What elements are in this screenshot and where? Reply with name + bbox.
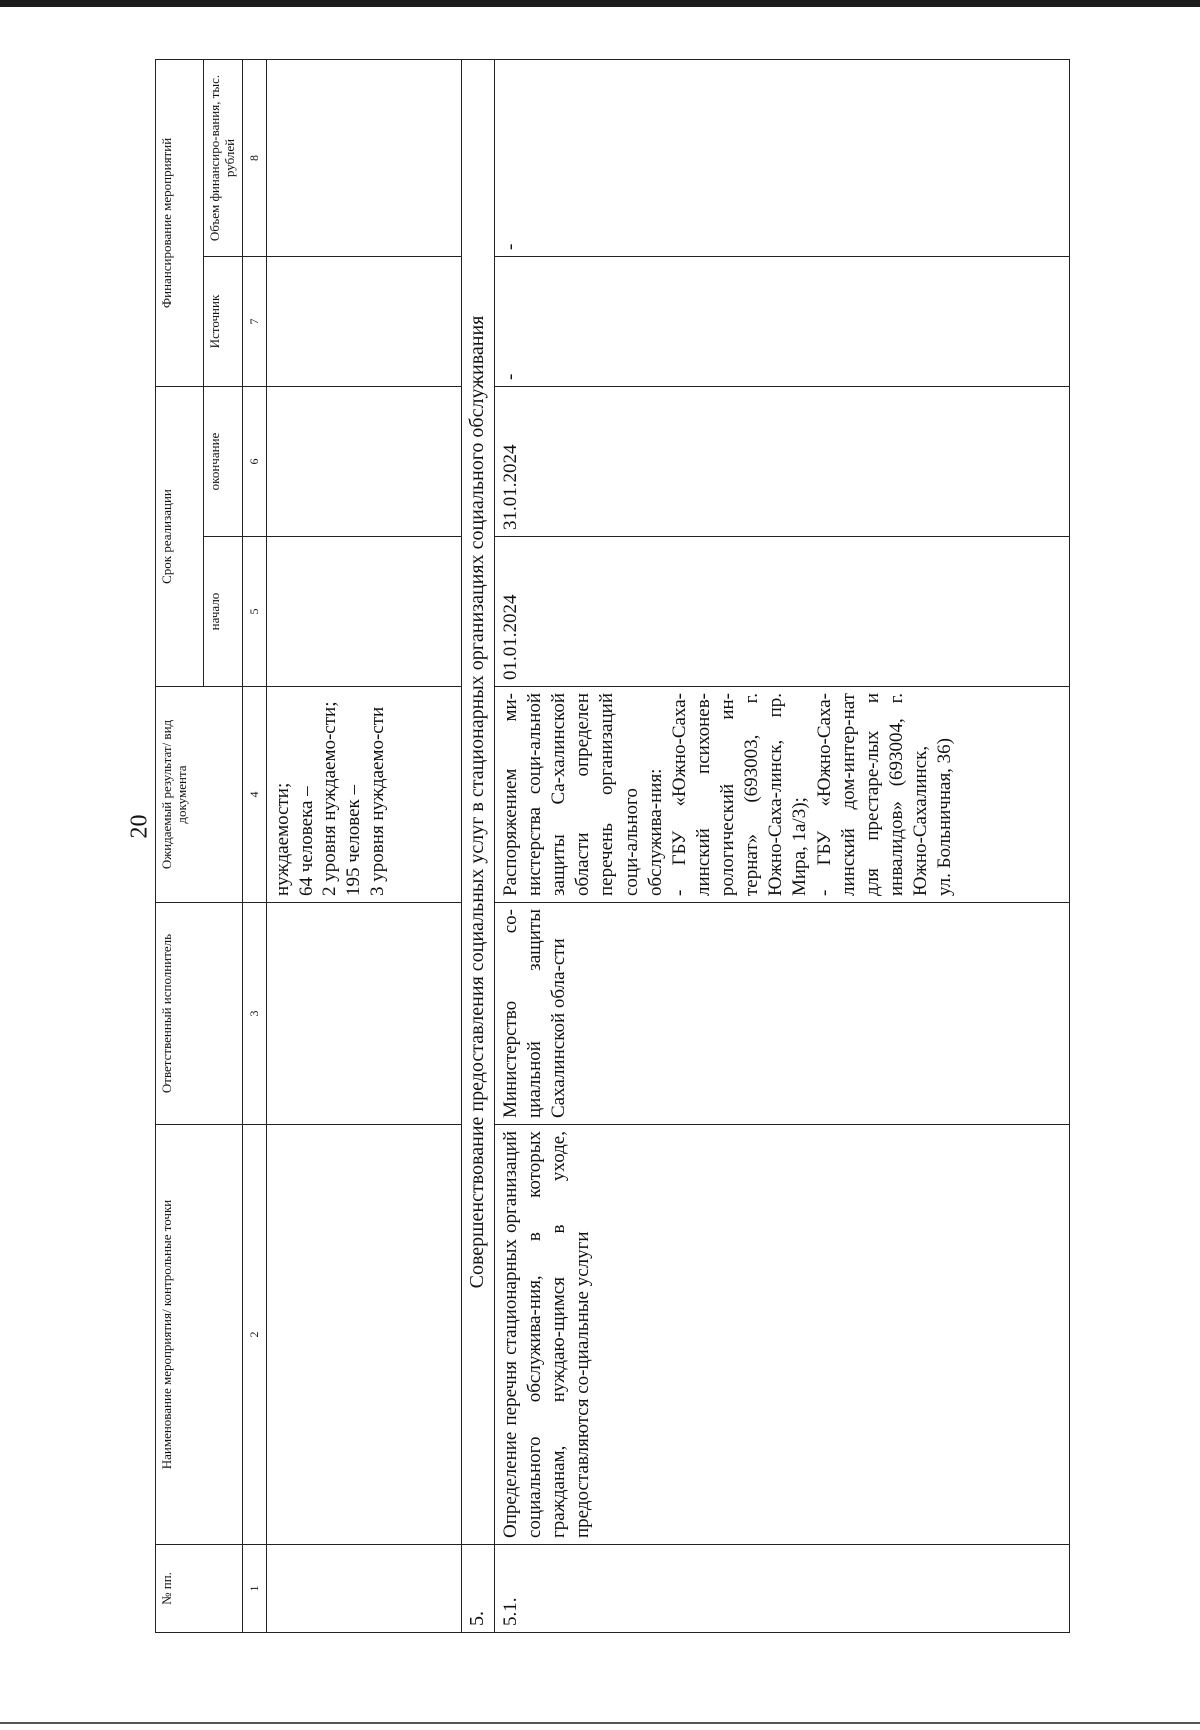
- row-number: 5.1.: [494, 1545, 1069, 1633]
- header-start: начало: [204, 537, 243, 687]
- result-paragraph: Распоряжением ми-нистерства соци-альной защиты Са-халинской области определен перечень организаций соци-ального обслужива-ния:: [499, 693, 666, 896]
- col-number-6: 6: [242, 387, 266, 537]
- row-start-date: 01.01.2024: [494, 537, 1069, 687]
- col-number-8: 8: [242, 59, 266, 256]
- rotated-page: [155, 60, 1070, 1633]
- plan-table: [155, 59, 1070, 1633]
- header-number: № пп.: [156, 1545, 243, 1633]
- header-name: Наименование мероприятия/ контрольные точки: [156, 1125, 243, 1545]
- result-paragraph: - ГБУ «Южно-Саха-линский дом-интер-нат для престаре-лых и инвалидов» (693004, г. Южно-Сахалинск,: [813, 693, 931, 896]
- scan-bottom-edge: [0, 1722, 1200, 1724]
- section-row: [461, 59, 494, 1632]
- result-paragraph: ул. Больничная, 36): [934, 737, 956, 896]
- row-amount: -: [494, 59, 1069, 256]
- row-name: Определение перечня стационарных организаций социального обслужива-ния, в которых гражданам, нуждаю-щимся в уходе, предоставляются со-циальные услуги: [494, 1125, 1069, 1545]
- header-end: окончание: [204, 387, 243, 537]
- col-number-7: 7: [242, 257, 266, 387]
- result-line: 2 уровня нуждаемо-сти;: [319, 701, 341, 896]
- col-number-5: 5: [242, 537, 266, 687]
- header-amount: Объем финансиро-вания, тыс. рублей: [204, 59, 243, 256]
- header-result: Ожидаемый результат/ вид документа: [156, 687, 243, 903]
- header-term-group: Срок реализации: [156, 387, 204, 687]
- row-executor: Министерство со-циальной защиты Сахалинской обла-сти: [494, 903, 1069, 1125]
- col-number-3: 3: [242, 903, 266, 1125]
- row-end-date: 31.01.2024: [494, 387, 1069, 537]
- result-line: 64 человека –: [295, 786, 317, 896]
- result-line: нуждаемости;: [271, 782, 293, 896]
- scan-top-edge: [0, 0, 1200, 7]
- col-number-1: 1: [242, 1545, 266, 1633]
- result-line: 3 уровня нуждаемо-сти: [366, 706, 388, 896]
- header-executor: Ответственный исполнитель: [156, 903, 243, 1125]
- table-row: [494, 59, 1069, 1632]
- page-number: 20: [126, 814, 153, 839]
- result-paragraph: - ГБУ «Южно-Саха-линский психонев-рологический ин-тернат» (693003, г. Южно-Саха-линск, пр. Мира, 1а/3);: [668, 693, 811, 896]
- col-number-2: 2: [242, 1125, 266, 1545]
- result-line: 195 человек –: [343, 785, 365, 896]
- header-source: Источник: [204, 257, 243, 387]
- section-number: 5.: [461, 1545, 494, 1633]
- header-financing-group: Финансирование мероприятий: [156, 59, 204, 386]
- row-result: [494, 687, 1069, 903]
- row-source: -: [494, 257, 1069, 387]
- col-number-4: 4: [242, 687, 266, 903]
- continuation-result: [266, 687, 461, 903]
- section-title: Совершенствование предоставления социальных услуг в стационарных организациях социального обслуживания: [461, 59, 494, 1544]
- continuation-row: [266, 59, 461, 1632]
